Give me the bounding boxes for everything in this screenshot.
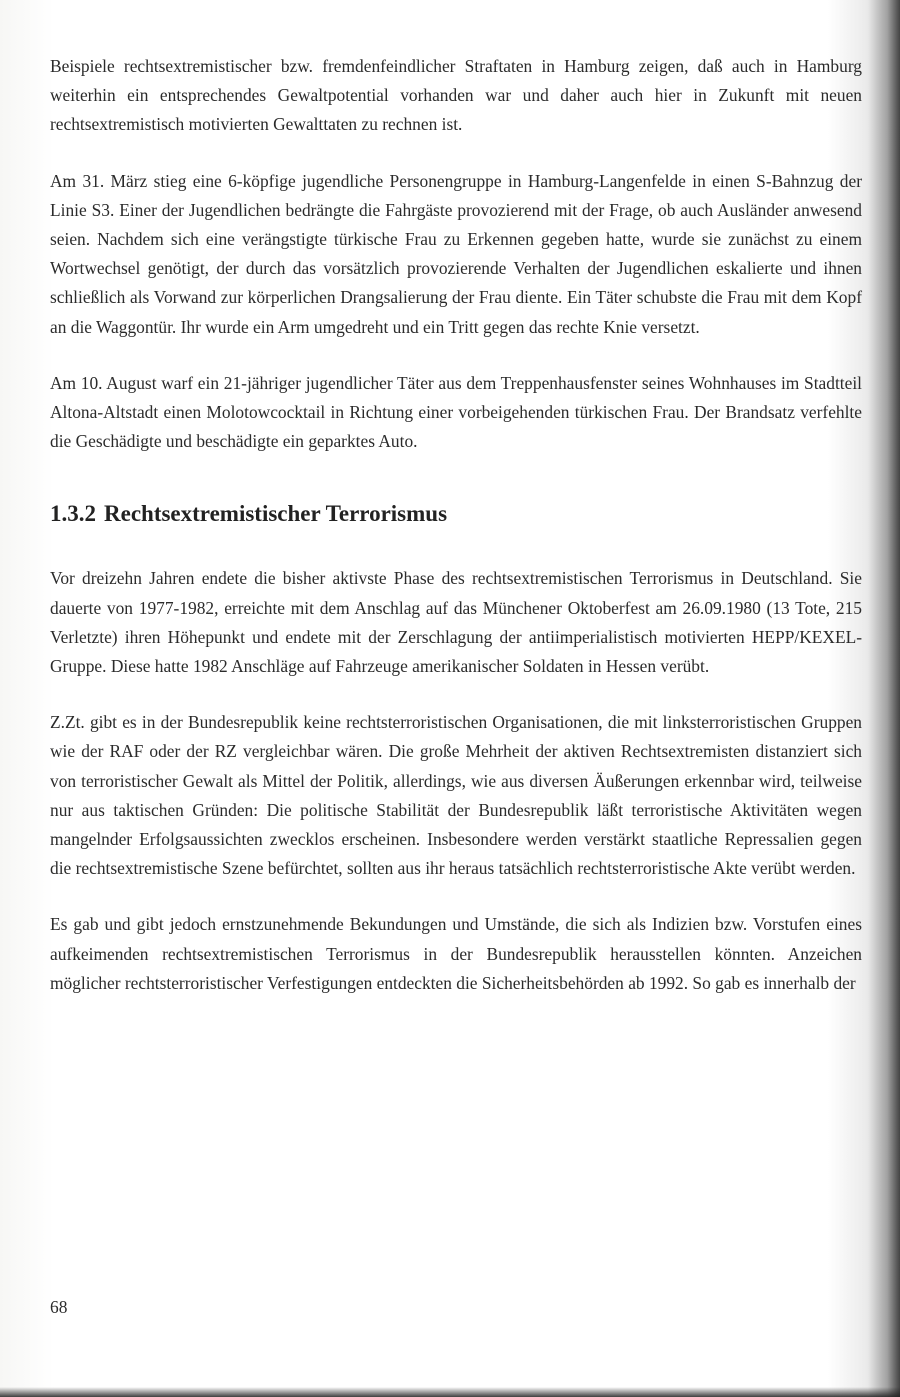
book-spine-shadow [868,0,900,1397]
paragraph-current-situation: Z.Zt. gibt es in der Bundesrepublik keine rechtsterroristischen Organisationen, die mit linksterroristischen Gruppen wie der RAF oder der RZ vergleichbar wären. Die große Mehrheit der aktiven Rechtsextremisten distanziert sich von terroristischer Gewalt als Mittel der Politik, allerdings, wie aus diversen Äußerungen erkennbar wird, teilweise nur aus taktischen Gründen: Die politische Stabilität der Bundesrepublik läßt terroristische Aktivitäten wegen mangelnder Erfolgsaussichten zwecklos erscheinen. Insbesondere werden verstärkt staatliche Repressalien gegen die rechtsextremistische Szene befürchtet, sollten aus ihr heraus tatsächlich rechtsterroristische Akte verübt werden. [50,712,862,879]
section-title: Rechtsextremistischer Terrorismus [104,501,448,527]
page-bottom-edge [0,1387,900,1397]
section-heading [50,500,862,528]
paragraph-history: Vor dreizehn Jahren endete die bisher aktivste Phase des rechtsextremistischen Terrorismus in Deutschland. Sie dauerte von 1977-1982, erreichte mit dem Anschlag auf das Münchener Oktoberfest am 26.09.1980 (13 Tote, 215 Verletzte) ihren Höhepunkt und endete mit der Zerschlagung der antiimperialistisch motivierten HEPP/KEXEL-Gruppe. Diese hatte 1982 Anschläge auf Fahrzeuge amerikanischer Soldaten in Hessen verübt. [50,568,862,677]
section-number: 1.3.2 [50,501,96,527]
paragraph-indications: Es gab und gibt jedoch ernstzunehmende Bekundungen und Umstände, die sich als Indizien bzw. Vorstufen eines aufkeimenden rechtsextremistischen Terrorismus in der Bundesrepublik herausstellen könnten. Anzeichen möglicher rechtsterroristischer Verfestigungen entdeckten die Sicherheitsbehörden ab 1992. So gab es innerhalb der [50,914,862,993]
paragraph-molotow-incident: Am 10. August warf ein 21-jähriger jugendlicher Täter aus dem Treppenhausfenster seines Wohnhauses im Stadtteil Altona-Altstadt einen Molotowcocktail in Richtung einer vorbeigehenden türkischen Frau. Der Brandsatz verfehlte die Geschädigte und beschädigte ein geparktes Auto. [50,372,862,452]
page-content [50,52,862,1025]
paragraph-s-bahn-incident: Am 31. März stieg eine 6-köpfige jugendliche Personengruppe in Hamburg-Langenfelde in einen S-Bahnzug der Linie S3. Einer der Jugendlichen bedrängte die Fahrgäste provozierend mit der Frage, ob auch Ausländer anwesend seien. Nachdem sich eine verängstigte türkische Frau zu Erkennen gegeben hatte, wurde sie zunächst zu einem Wortwechsel genötigt, der durch das vorsätzlich provozierende Verhalten der Jugendlichen eskalierte und ihnen schließlich als Vorwand zur körperlichen Drangsalierung der Frau diente. Ein Täter schubste die Frau mit dem Kopf an die Waggontür. Ihr wurde ein Arm umgedreht und ein Tritt gegen das rechte Knie versetzt. [50,170,862,337]
page-number: 68 [50,1297,68,1317]
paragraph-intro: Beispiele rechtsextremistischer bzw. fremdenfeindlicher Straftaten in Hamburg zeigen, daß auch in Hamburg weiterhin ein entsprechendes Gewaltpotential vorhanden war und daher auch hier in Zukunft mit neuen rechtsextremistisch motivierten Gewalttaten zu rechnen ist. [50,56,862,135]
